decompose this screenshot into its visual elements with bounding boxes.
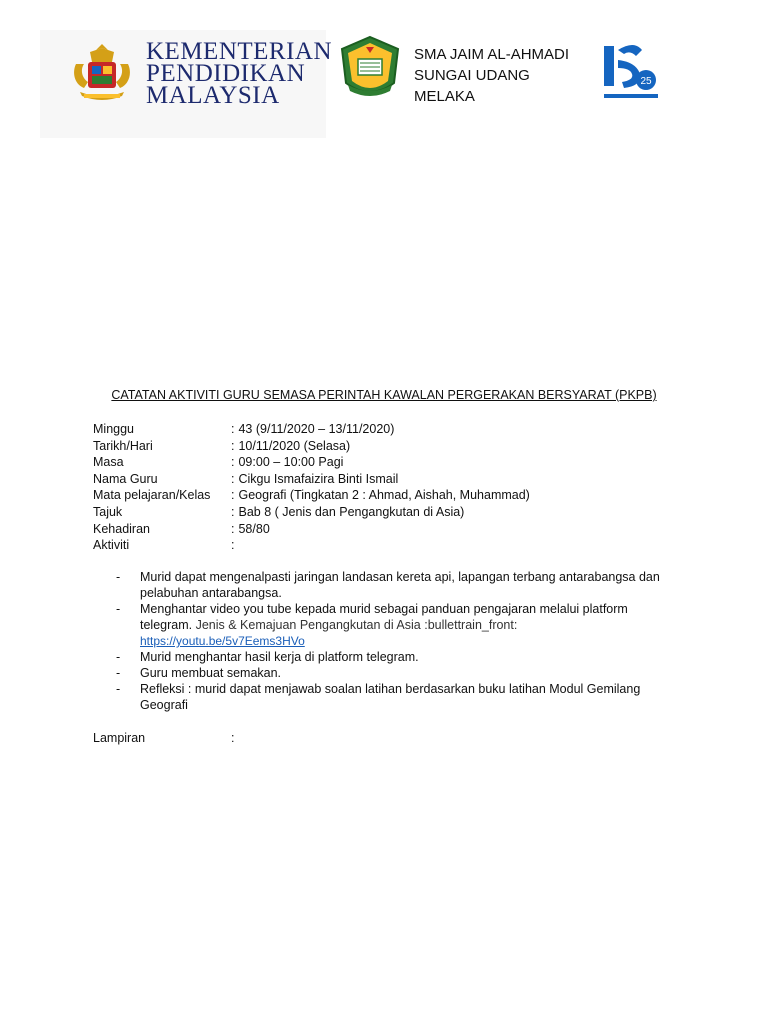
activity-text: Menghantar video you tube kepada murid sebagai panduan pengajaran melalui platform telegram.: [140, 602, 628, 632]
activity-item: [116, 601, 676, 649]
ministry-crest-logo: [62, 38, 142, 106]
video-title: Jenis & Kemajuan Pengangkutan di Asia :bullettrain_front:: [195, 618, 518, 632]
field-label: Kehadiran: [93, 521, 150, 536]
field-label: Minggu: [93, 422, 134, 436]
ministry-name: [146, 38, 333, 109]
activity-text: Guru membuat semakan.: [140, 666, 282, 680]
ministry-line-3: MALAYSIA: [146, 82, 280, 109]
list-dash: -: [116, 650, 121, 664]
activity-text: Murid dapat mengenalpasti jaringan landasan kereta api, lapangan terbang antarabangsa dan pelabuhan antarabangsa.: [140, 570, 660, 600]
field-label: Tajuk: [93, 504, 123, 519]
field-separator: :: [231, 521, 235, 536]
field-value: Cikgu Ismafaizira Binti Ismail: [238, 471, 399, 486]
field-separator: :: [231, 488, 235, 503]
activity-item: [116, 681, 676, 713]
field-value: Bab 8 ( Jenis dan Pengangkutan di Asia): [238, 504, 465, 519]
activity-item: [116, 649, 676, 665]
activity-item: [116, 569, 676, 601]
list-dash: -: [116, 666, 121, 680]
ministry-line-1: KEMENTERIAN: [146, 38, 333, 65]
field-separator: :: [231, 438, 235, 453]
activity-text: Murid menghantar hasil kerja di platform telegram.: [140, 650, 419, 664]
field-value: 09:00 – 10:00 Pagi: [238, 455, 344, 470]
field-separator: :: [231, 471, 235, 486]
list-dash: -: [116, 570, 121, 584]
field-value: 58/80: [238, 521, 270, 536]
field-value: 10/11/2020 (Selasa): [238, 438, 351, 453]
school-line-2: SUNGAI UDANG: [414, 67, 530, 84]
field-separator: :: [231, 455, 235, 470]
activity-list: [116, 569, 676, 713]
field-label: Nama Guru: [93, 471, 158, 486]
youtube-link[interactable]: https://youtu.be/5v7Eems3HVo: [140, 634, 305, 648]
school-name: [414, 44, 569, 107]
field-separator: :: [231, 422, 235, 436]
school-line-1: SMA JAIM AL-AHMADI: [414, 46, 570, 63]
field-label: Aktiviti: [93, 538, 130, 553]
document-title: CATATAN AKTIVITI GURU SEMASA PERINTAH KAWALAN PERGERAKAN BERSYARAT (PKPB): [111, 388, 657, 402]
field-separator: :: [231, 538, 235, 553]
attachment-separator: :: [231, 731, 235, 745]
field-label: Mata pelajaran/Kelas: [93, 488, 211, 503]
field-value: 43 (9/11/2020 – 13/11/2020): [238, 422, 395, 436]
attachment-label: Lampiran: [93, 731, 146, 745]
activity-item: [116, 665, 676, 681]
list-dash: -: [116, 682, 121, 696]
activity-text: Refleksi : murid dapat menjawab soalan latihan berdasarkan buku latihan Modul Gemilang Geografi: [140, 682, 641, 712]
ministry-line-2: PENDIDIKAN: [146, 60, 306, 87]
anniversary-25-logo: [600, 40, 662, 104]
field-value: Geografi (Tingkatan 2 : Ahmad, Aishah, Muhammad): [238, 488, 530, 503]
svg-text:25: 25: [640, 76, 652, 87]
field-label: Masa: [93, 455, 124, 470]
school-crest-logo: [338, 35, 402, 103]
list-dash: -: [116, 602, 121, 616]
school-line-3: MELAKA: [414, 88, 475, 105]
field-label: Tarikh/Hari: [93, 438, 153, 453]
field-separator: :: [231, 504, 235, 519]
attachment-field: [93, 731, 393, 748]
